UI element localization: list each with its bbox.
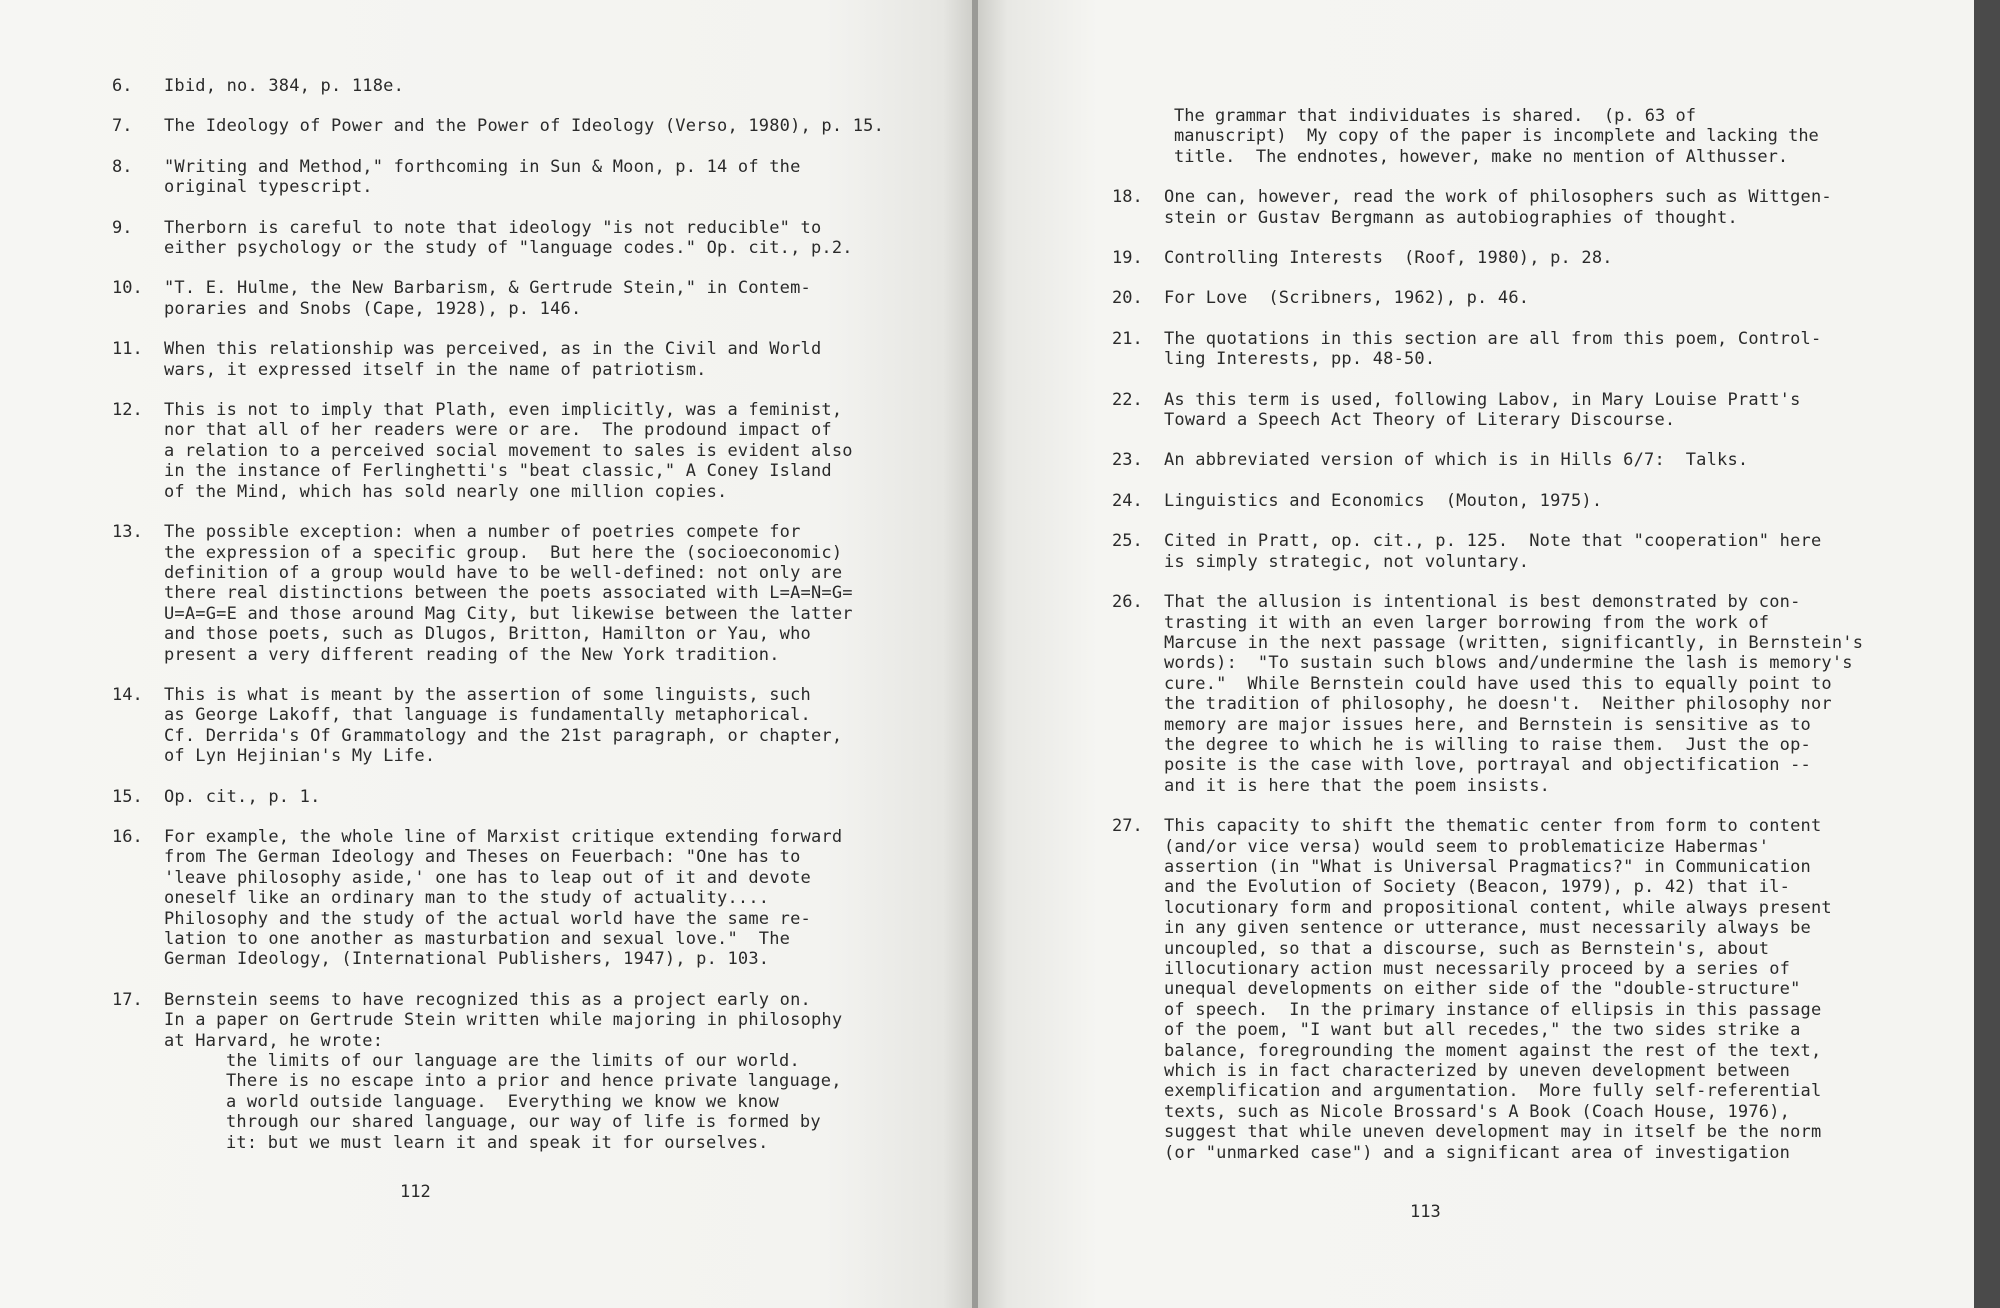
footnote — [1112, 248, 1952, 268]
quote-line: the limits of our language are the limits of our world. — [226, 1051, 800, 1072]
footnote-number: 12. — [112, 400, 143, 421]
text-line: "T. E. Hulme, the New Barbarism, & Gertrude Stein," in Contem- — [164, 278, 811, 299]
footnote — [1112, 390, 1952, 431]
footnote-number: 15. — [112, 786, 143, 807]
footnote-number: 10. — [112, 278, 143, 299]
footnote-text — [164, 990, 962, 1153]
quote-line: it: but we must learn it and speak it for ourselves. — [226, 1132, 769, 1153]
footnote — [112, 157, 962, 198]
footnote — [112, 787, 962, 807]
text-line: is simply strategic, not voluntary. — [1164, 551, 1530, 572]
footnote-text — [1164, 248, 1952, 268]
footnote-text — [1164, 531, 1952, 572]
footnote-number: 25. — [1112, 531, 1143, 552]
text-line: Bernstein seems to have recognized this as a project early on. — [164, 989, 811, 1010]
text-line: In a paper on Gertrude Stein written while majoring in philosophy — [164, 1010, 843, 1031]
left-page — [0, 0, 972, 1308]
text-line: Cf. Derrida's Of Grammatology and the 21st paragraph, or chapter, — [164, 725, 843, 746]
footnote-number: 13. — [112, 522, 143, 543]
footnote-number: 14. — [112, 684, 143, 705]
footnote-number: 7. — [112, 116, 133, 137]
text-line: assertion (in "What is Universal Pragmatics?" in Communication — [1164, 856, 1811, 877]
text-line: When this relationship was perceived, as in the Civil and World — [164, 339, 822, 360]
footnote-number: 8. — [112, 156, 133, 177]
footnote-number: 22. — [1112, 389, 1143, 410]
left-page-number: 112 — [400, 1182, 431, 1202]
continuation-line: The grammar that individuates is shared. (p. 63 of — [1174, 106, 1696, 126]
footnote-text — [164, 522, 962, 665]
quote-line: There is no escape into a prior and hence private language, — [226, 1071, 842, 1092]
text-line: poraries and Snobs (Cape, 1928), p. 146. — [164, 298, 582, 319]
text-line: (and/or vice versa) would seem to problematicize Habermas' — [1164, 836, 1770, 857]
footnote — [1112, 288, 1952, 308]
text-line: in any given sentence or utterance, must necessarily always be — [1164, 918, 1811, 939]
footnote — [1112, 592, 1952, 796]
text-line: which is in fact characterized by uneven development between — [1164, 1061, 1791, 1082]
footnote — [1112, 187, 1952, 228]
footnote-number: 21. — [1112, 328, 1143, 349]
text-line: U=A=G=E and those around Mag City, but likewise between the latter — [164, 603, 853, 624]
footnote-text — [1164, 187, 1952, 228]
text-line: That the allusion is intentional is best demonstrated by con- — [1164, 592, 1801, 613]
footnote-text — [1164, 288, 1952, 308]
text-line: The quotations in this section are all from this poem, Control- — [1164, 328, 1822, 349]
left-notes-list — [112, 76, 962, 1173]
quote-line: a world outside language. Everything we know we know — [226, 1091, 780, 1112]
text-line: texts, such as Nicole Brossard's A Book (Coach House, 1976), — [1164, 1101, 1791, 1122]
text-line: in the instance of Ferlinghetti's "beat classic," A Coney Island — [164, 461, 832, 482]
text-line: Marcuse in the next passage (written, significantly, in Bernstein's — [1164, 632, 1864, 653]
footnote-number: 18. — [1112, 187, 1143, 208]
footnote-text — [164, 116, 962, 136]
text-line: uncoupled, so that a discourse, such as Bernstein's, about — [1164, 938, 1770, 959]
text-line: Linguistics and Economics (Mouton, 1975). — [1164, 490, 1603, 511]
footnote-number: 6. — [112, 76, 133, 96]
footnote — [1112, 329, 1952, 370]
footnote-text — [1164, 491, 1952, 511]
text-line: For example, the whole line of Marxist critique extending forward — [164, 826, 843, 847]
footnote — [1112, 531, 1952, 572]
text-line: One can, however, read the work of philosophers such as Wittgen- — [1164, 187, 1832, 208]
text-line: of the poem, "I want but all recedes," the two sides strike a — [1164, 1020, 1801, 1041]
text-line: "Writing and Method," forthcoming in Sun & Moon, p. 14 of the — [164, 156, 801, 177]
scan-edge — [1974, 0, 2000, 1308]
footnote-text — [1164, 390, 1952, 431]
text-line: lation to one another as masturbation and sexual love." The — [164, 929, 791, 949]
text-line: and the Evolution of Society (Beacon, 1979), p. 42) that il- — [1164, 877, 1791, 898]
footnote — [112, 522, 962, 665]
footnote — [112, 278, 962, 319]
footnote-number: 27. — [1112, 816, 1143, 837]
text-line: (or "unmarked case") and a significant area of investigation — [1164, 1142, 1791, 1163]
text-line: memory are major issues here, and Bernstein is sensitive as to — [1164, 714, 1811, 735]
footnote-text — [1164, 450, 1952, 470]
text-line: wars, it expressed itself in the name of patriotism. — [164, 359, 707, 380]
text-line: oneself like an ordinary man to the study of actuality.... — [164, 888, 770, 909]
footnote — [112, 827, 962, 970]
text-line: The Ideology of Power and the Power of Ideology (Verso, 1980), p. 15. — [164, 116, 885, 137]
footnote — [1112, 450, 1952, 470]
text-line: and those poets, such as Dlugos, Britton, Hamilton or Yau, who — [164, 624, 811, 645]
footnote — [1112, 491, 1952, 511]
text-line: as George Lakoff, that language is fundamentally metaphorical. — [164, 705, 811, 726]
text-line: of speech. In the primary instance of ellipsis in this passage — [1164, 999, 1822, 1020]
text-line: Cited in Pratt, op. cit., p. 125. Note that "cooperation" here — [1164, 531, 1822, 552]
text-line: words): "To sustain such blows and/undermine the lash is memory's — [1164, 653, 1853, 674]
text-line: German Ideology, (International Publishers, 1947), p. 103. — [164, 949, 770, 970]
text-line: This is not to imply that Plath, even implicitly, was a feminist, — [164, 400, 843, 421]
footnote-text — [164, 787, 962, 807]
right-notes-list — [1112, 106, 1952, 1183]
text-line: posite is the case with love, portrayal and objectification -- — [1164, 755, 1811, 776]
footnote-text — [164, 157, 962, 198]
footnote — [112, 76, 962, 96]
footnote — [112, 218, 962, 259]
text-line: Philosophy and the study of the actual world have the same re- — [164, 908, 811, 929]
footnote-number: 19. — [1112, 248, 1143, 269]
footnote — [112, 339, 962, 380]
text-line: For Love (Scribners, 1962), p. 46. — [1164, 288, 1530, 309]
footnote — [112, 685, 962, 767]
footnote-number: 9. — [112, 217, 133, 238]
text-line: either psychology or the study of "language codes." Op. cit., p.2. — [164, 238, 853, 259]
text-line: of the Mind, which has sold nearly one million copies. — [164, 481, 728, 502]
footnote-number: 23. — [1112, 450, 1143, 471]
footnote-text — [1164, 816, 1952, 1163]
text-line: a relation to a perceived social movement to sales is evident also — [164, 440, 853, 461]
footnote-number: 11. — [112, 339, 143, 360]
text-line: present a very different reading of the New York tradition. — [164, 644, 780, 665]
quote-line: through our shared language, our way of life is formed by — [226, 1112, 821, 1133]
text-line: there real distinctions between the poets associated with L=A=N=G= — [164, 583, 853, 604]
text-line: trasting it with an even larger borrowing from the work of — [1164, 612, 1770, 633]
text-line: This is what is meant by the assertion of some linguists, such — [164, 684, 811, 705]
text-line: The possible exception: when a number of poetries compete for — [164, 522, 801, 543]
footnote-text — [164, 685, 962, 767]
text-line: the degree to which he is willing to raise them. Just the op- — [1164, 734, 1811, 755]
text-line: from The German Ideology and Theses on Feuerbach: "One has to — [164, 847, 801, 868]
footnote-text — [164, 76, 962, 96]
right-page-number: 113 — [1410, 1202, 1441, 1222]
note-17-continuation — [1112, 106, 1952, 167]
footnote-text — [164, 400, 962, 502]
text-line: Ibid, no. 384, p. 118e. — [164, 76, 405, 96]
text-line: ling Interests, pp. 48-50. — [1164, 349, 1436, 370]
text-line: and it is here that the poem insists. — [1164, 775, 1551, 796]
text-line: original typescript. — [164, 177, 373, 198]
text-line: 'leave philosophy aside,' one has to leap out of it and devote — [164, 867, 811, 888]
text-line: Op. cit., p. 1. — [164, 786, 321, 807]
text-line: exemplification and argumentation. More fully self-referential — [1164, 1081, 1822, 1102]
footnote-text — [164, 218, 962, 259]
text-line: locutionary form and propositional content, while always present — [1164, 897, 1832, 918]
footnote-text — [1164, 592, 1952, 796]
text-line: Therborn is careful to note that ideology "is not reducible" to — [164, 217, 822, 238]
text-line: illocutionary action must necessarily proceed by a series of — [1164, 959, 1791, 979]
text-line: As this term is used, following Labov, in Mary Louise Pratt's — [1164, 389, 1801, 410]
text-line: Controlling Interests (Roof, 1980), p. 28. — [1164, 248, 1613, 269]
footnote-number: 16. — [112, 826, 143, 847]
footnote — [112, 116, 962, 136]
text-line: of Lyn Hejinian's My Life. — [164, 746, 436, 767]
text-line: balance, foregrounding the moment against the rest of the text, — [1164, 1040, 1822, 1061]
text-line: nor that all of her readers were or are. The prodound impact of — [164, 420, 832, 441]
footnote — [1112, 816, 1952, 1163]
text-line: the expression of a specific group. But here the (socioeconomic) — [164, 542, 843, 563]
text-line: at Harvard, he wrote: — [164, 1030, 384, 1051]
right-page — [978, 0, 1974, 1308]
footnote-text — [164, 339, 962, 380]
block-quote — [164, 1051, 962, 1153]
footnote-text — [164, 278, 962, 319]
footnote — [112, 400, 962, 502]
text-line: definition of a group would have to be well-defined: not only are — [164, 562, 843, 583]
continuation-line: manuscript) My copy of the paper is incomplete and lacking the — [1174, 126, 1819, 147]
footnote-number: 26. — [1112, 592, 1143, 613]
text-line: the tradition of philosophy, he doesn't. Neither philosophy nor — [1164, 694, 1832, 715]
footnote-number: 20. — [1112, 288, 1143, 309]
footnote — [112, 990, 962, 1153]
text-line: Toward a Speech Act Theory of Literary Discourse. — [1164, 410, 1676, 431]
footnote-text — [1164, 329, 1952, 370]
text-line: cure." While Bernstein could have used this to equally point to — [1164, 673, 1832, 694]
footnote-number: 24. — [1112, 490, 1143, 511]
text-line: An abbreviated version of which is in Hills 6/7: Talks. — [1164, 450, 1749, 471]
text-line: This capacity to shift the thematic center from form to content — [1164, 816, 1822, 837]
text-line: suggest that while uneven development may in itself be the norm — [1164, 1122, 1822, 1143]
footnote-number: 17. — [112, 989, 143, 1010]
footnote-text — [164, 827, 962, 970]
continuation-line: title. The endnotes, however, make no mention of Althusser. — [1174, 146, 1789, 167]
text-line: stein or Gustav Bergmann as autobiographies of thought. — [1164, 207, 1738, 228]
text-line: unequal developments on either side of the "double-structure" — [1164, 979, 1801, 1000]
